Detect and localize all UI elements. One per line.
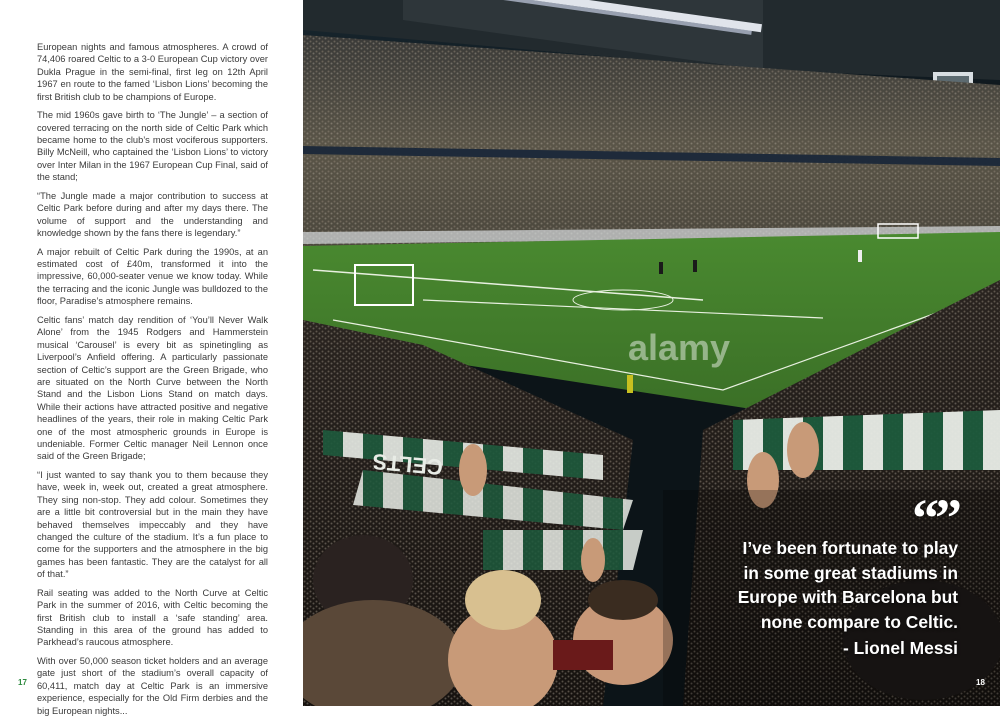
paragraph-5: Celtic fans’ match day rendition of ‘You’ll Never Walk Alone’ from the 1945 Rodgers and Hammerstein musical ‘Carousel’ is every bit as spinetingling as Liverpool’s Anfield offering. A particularly passionate section of Celtic’s support are the Green Brigade, who are situated on the North Curve between the North Stand and the Lisbon Lions Stand on match days. While their actions have attracted positive and negative headlines of the years, their role in making Celtic Park one of the most atmospheric grounds in Europe is undeniable. Former Celtic manager Neil Lennon once said of the Green Brigade; (37, 314, 268, 462)
page-number-left: 17 (18, 678, 27, 687)
quote-line-3: Europe with Barcelona but (737, 587, 958, 607)
paragraph-3: “The Jungle made a major contribution to success at Celtic Park before during and after my days there. The volume of support and the understanding and knowledge shown by the fans there is legendary.” (37, 190, 268, 239)
left-page (0, 0, 303, 716)
page-number-right: 18 (976, 678, 985, 687)
scarf-text: CELTS (371, 448, 444, 480)
quote-text (673, 536, 958, 634)
paragraph-8: With over 50,000 season ticket holders and an average gate just short of the stadium’s overall capacity of 60,411, match day at Celtic Park is an immersive experience, especially for the Old Firm derbies and the big European nights... (37, 656, 268, 716)
right-page (303, 0, 1000, 706)
quote-line-4: none compare to Celtic. (760, 611, 958, 632)
watermark: alamy (628, 327, 731, 368)
paragraph-2: The mid 1960s gave birth to ‘The Jungle’ – a section of covered terracing on the north side of Celtic Park which became home to the club’s most vociferous supporters. Billy McNeill, who captained the ‘Lisbon Lions’ to victory over Inter Milan in the 1967 European Cup Final, said of the stand; (37, 110, 268, 183)
quote-mark-icon: “” (912, 488, 958, 548)
quote-block (673, 488, 958, 661)
quote-line-2: in some great stadiums in (743, 562, 958, 583)
quote-author: - Lionel Messi (843, 638, 958, 658)
paragraph-1: European nights and famous atmospheres. A crowd of 74,406 roared Celtic to a 3-0 European Cup victory over Dukla Prague in the semi-final, first leg on 12th April 1967 en route to the famed ‘Lisbon Lions’ becoming the first British club to be champions of Europe. (37, 42, 268, 102)
paragraph-7: Rail seating was added to the North Curve at Celtic Park in the summer of 2016, with Celtic becoming the first British club to install a ‘safe standing’ area. Standing in this area of the ground has added to Parkhead’s raucous atmosphere. (37, 587, 268, 648)
paragraph-4: A major rebuilt of Celtic Park during the 1990s, at an estimated cost of £40m, transformed it into the impressive, 60,000-seater venue we know today. While the terracing and the iconic Jungle was bulldozed to the floor, Paradise’s atmosphere remains. (37, 246, 268, 307)
article-text (37, 41, 268, 723)
paragraph-6: “I just wanted to say thank you to them because they have, week in, week out, created a great atmosphere. They sing non-stop. They add colour. Sometimes they are a little bit controversial but in the main they have behaved themselves impeccably and they have changed the culture of the stadium. It’s a fun place to come for the supporters and the atmosphere in the big games has been fantastic. They are the catalyst for all of that.” (37, 469, 268, 580)
quote-line-1: I’ve been fortunate to play (742, 538, 958, 558)
